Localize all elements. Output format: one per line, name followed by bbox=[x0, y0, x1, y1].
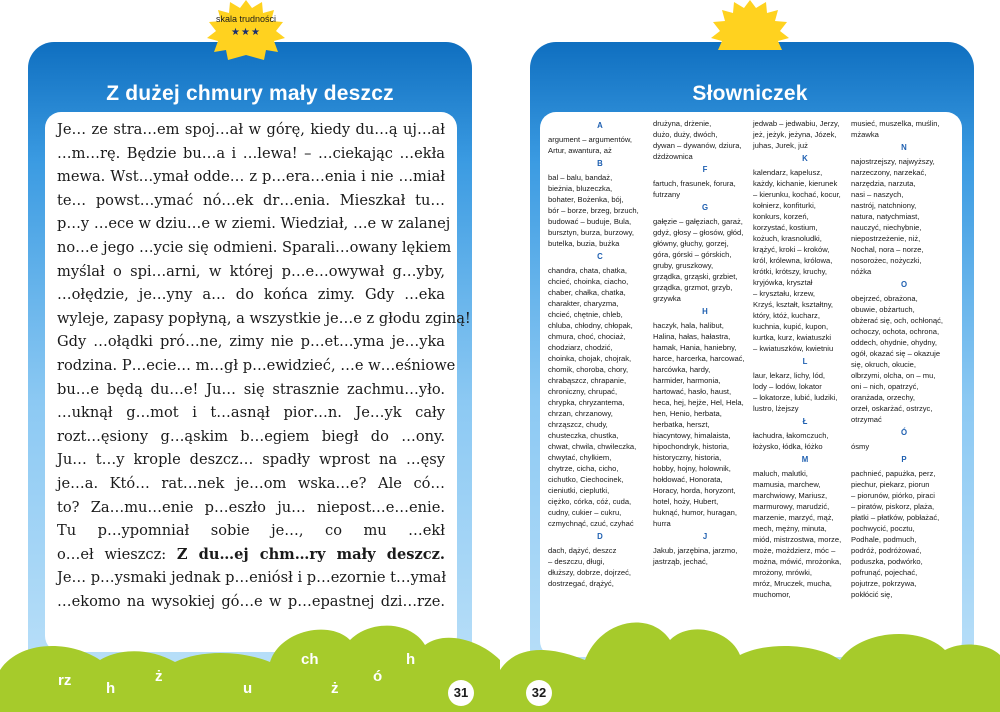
glossary-line: góra, górski – górskich, bbox=[653, 250, 732, 259]
glossary-line: huknąć, humor, huragan, bbox=[653, 508, 738, 517]
letter-z-dot: ż bbox=[155, 668, 163, 685]
glossary-line: narzeczony, narzekać, bbox=[851, 168, 927, 177]
glossary-column-2 bbox=[653, 118, 757, 567]
letter-rz: rz bbox=[58, 672, 72, 689]
glossary-line: chcieć, choinka, ciacho, bbox=[548, 277, 629, 286]
letter-heading: P bbox=[901, 455, 907, 464]
glossary-line: hobby, hojny, holownik, bbox=[653, 464, 731, 473]
glossary-line: hartować, hasło, haust, bbox=[653, 387, 732, 396]
glossary-line: obejrzeć, obrażona, bbox=[851, 294, 918, 303]
glossary-line: niepostrzeżenie, niż, bbox=[851, 234, 921, 243]
glossary-line: mech, mężny, minuta, bbox=[753, 524, 827, 533]
difficulty-stars: ★★★ bbox=[231, 27, 261, 38]
glossary-line: harmider, harmonia, bbox=[653, 376, 721, 385]
glossary-line: grządka, grzmot, grzyb, bbox=[653, 283, 733, 292]
glossary-line: hipochondryk, historia, bbox=[653, 442, 729, 451]
glossary-line: podróż, podróżować, bbox=[851, 546, 922, 555]
glossary-line: grzywka bbox=[653, 294, 681, 303]
letter-z-dot-2: ż bbox=[331, 680, 339, 697]
glossary-line: historyczny, historia, bbox=[653, 453, 722, 462]
letter-heading: D bbox=[597, 532, 603, 541]
glossary-line: chomik, choroba, chory, bbox=[548, 365, 629, 374]
glossary-line: pofrunąć, pojechać, bbox=[851, 568, 918, 577]
glossary-line: – deszczu, długi, bbox=[548, 557, 605, 566]
glossary-line: kalendarz, kapelusz, bbox=[753, 168, 823, 177]
glossary-line: kurtka, kurz, kwiatuszki bbox=[753, 333, 832, 342]
story-line: mewa. Wst…ymał odde… z p…era…enia i nie …miał bbox=[57, 168, 445, 186]
glossary-line: haczyk, hala, halibut, bbox=[653, 321, 724, 330]
glossary-line: drużyna, drżenie, bbox=[653, 119, 712, 128]
glossary-line: marmurowy, marudzić, bbox=[753, 502, 830, 511]
glossary-line: krótki, krótszy, kruchy, bbox=[753, 267, 827, 276]
glossary-line: mróz, Mruczek, mucha, bbox=[753, 579, 832, 588]
glossary-line: konkurs, korzeń, bbox=[753, 212, 809, 221]
glossary-line: chusteczka, chustka, bbox=[548, 431, 619, 440]
glossary-line: chrypka, chryzantema, bbox=[548, 398, 625, 407]
glossary-line: cichutko, Ciechocinek, bbox=[548, 475, 624, 484]
glossary-line: fartuch, frasunek, forura, bbox=[653, 179, 736, 188]
glossary-line: argument – argumentów, bbox=[548, 135, 633, 144]
glossary-column-4 bbox=[851, 118, 957, 600]
glossary-line: może, możdzierz, móc – bbox=[753, 546, 836, 555]
glossary-line: lustro, lżejszy bbox=[753, 404, 799, 413]
glossary-line: musieć, muszelka, muślin, bbox=[851, 119, 940, 128]
glossary-line: hiacyntowy, himalaista, bbox=[653, 431, 731, 440]
glossary-line: chrząszcz, chudy, bbox=[548, 420, 608, 429]
glossary-line: korzystać, kostium, bbox=[753, 223, 818, 232]
glossary-line: Krzyś, kształt, kształtny, bbox=[753, 300, 834, 309]
letter-heading: M bbox=[801, 455, 809, 464]
glossary-line: nastrój, natchniony, bbox=[851, 201, 917, 210]
glossary-line: hotel, hoży, Hubert, bbox=[653, 497, 719, 506]
glossary-line: marzenie, marzyć, mąż, bbox=[753, 513, 834, 522]
glossary-line: – piorunów, piórko, piraci bbox=[851, 491, 935, 500]
glossary-line: kryjówka, kryształ bbox=[753, 278, 813, 287]
glossary-line: bursztyn, burza, burzowy, bbox=[548, 228, 634, 237]
letter-h-2: h bbox=[406, 651, 416, 668]
glossary-line: obuwie, obżartuch, bbox=[851, 305, 915, 314]
glossary-line: ósmy bbox=[851, 442, 870, 451]
glossary-line: dach, dążyć, deszcz bbox=[548, 546, 617, 555]
glossary-line: orzeł, oskarżać, ostrzyc, bbox=[851, 404, 933, 413]
right-page bbox=[500, 0, 1000, 712]
glossary-line: Podhale, podmuch, bbox=[851, 535, 917, 544]
glossary-line: hołdować, Honorata, bbox=[653, 475, 723, 484]
glossary-line: chwytać, chylkiem, bbox=[548, 453, 612, 462]
glossary-line: gruby, gruszkowy, bbox=[653, 261, 714, 270]
story-line: …ołędzie, je…yny a… do końca zimy. Gdy …eka bbox=[57, 286, 445, 304]
glossary-line: najostrzejszy, najwyższy, bbox=[851, 157, 935, 166]
glossary-line: pojutrze, pokrzywa, bbox=[851, 579, 917, 588]
glossary-line: nosorożec, nożyczki, bbox=[851, 256, 922, 265]
letter-u: u bbox=[243, 680, 253, 697]
glossary-line: grządka, grząski, grzbiet, bbox=[653, 272, 738, 281]
glossary-line: chluba, chłodny, chłopak, bbox=[548, 321, 633, 330]
glossary-line: ochoczy, ochota, ochrona, bbox=[851, 327, 940, 336]
glossary-line: pachnieć, papużka, perz, bbox=[851, 469, 936, 478]
letter-heading: C bbox=[597, 252, 603, 261]
glossary-line: główny, głuchy, gorzej, bbox=[653, 239, 729, 248]
story-line: Tu p…ypomniał sobie je…, co mu …ekł bbox=[57, 522, 445, 540]
glossary-line: oddech, ohydnie, ohydny, bbox=[851, 338, 937, 347]
difficulty-label: skala trudności bbox=[215, 14, 277, 24]
glossary-line: chandra, chata, chatka, bbox=[548, 266, 627, 275]
page-number: 31 bbox=[448, 680, 474, 706]
glossary-line: kożuch, krasnoludki, bbox=[753, 234, 822, 243]
glossary-line: można, mówić, mrożonka, bbox=[753, 557, 842, 566]
sun-icon bbox=[710, 0, 790, 50]
glossary-line: hurra bbox=[653, 519, 671, 528]
glossary-line: laur, lekarz, lichy, lód, bbox=[753, 371, 826, 380]
letter-heading: G bbox=[701, 203, 709, 212]
glossary-line: łożysko, łódka, łóżko bbox=[753, 442, 823, 451]
story-line: bu…e będą du…e! Ju… się strasznie zachmu…yło. bbox=[57, 380, 445, 398]
story-line: to? Za…mu…enie p…eszło ju… niepost…e…enie. bbox=[57, 498, 445, 516]
story-line: te… powst…ymać nó…ek dr…enia. Mieszkał tu… bbox=[57, 191, 445, 209]
page-number: 32 bbox=[526, 680, 552, 706]
page-title: Słowniczek bbox=[692, 82, 808, 105]
glossary-line: nóżka bbox=[851, 267, 872, 276]
glossary-line: budować – buduje, Bula, bbox=[548, 217, 632, 226]
glossary-line: juhas, Jurek, już bbox=[753, 141, 808, 150]
glossary-line: płatki – płatków, pobłażać, bbox=[851, 513, 940, 522]
glossary-line: nasi – naszych, bbox=[851, 190, 904, 199]
glossary-line: narzędzia, narzuta, bbox=[851, 179, 916, 188]
letter-heading: Ó bbox=[900, 428, 908, 437]
glossary-line: dywan – dywanów, dziura, bbox=[653, 141, 742, 150]
grass-decoration bbox=[500, 600, 1000, 712]
story-line: rodzina. P…ecie… m…gł p…ewidzieć, …e w…eśniowe bbox=[57, 356, 456, 374]
letter-heading: Ł bbox=[802, 417, 808, 426]
glossary-line: heca, hej, hejże, Hel, Hela, bbox=[653, 398, 744, 407]
glossary-line: kołnierz, konfiturki, bbox=[753, 201, 816, 210]
story-line: o…eł wieszcz: Z du…ej chm…ry mały deszcz. bbox=[57, 545, 445, 563]
glossary-line: jedwab – jedwabiu, Jerzy, bbox=[753, 119, 840, 128]
glossary-line: dżdżownica bbox=[653, 152, 693, 161]
glossary-line: – kierunku, kochać, kocur, bbox=[753, 190, 841, 199]
story-text bbox=[57, 118, 471, 613]
glossary-line: choinka, chojak, chojrak, bbox=[548, 354, 632, 363]
letter-heading: A bbox=[597, 121, 603, 130]
glossary-line: butelka, buzia, bużka bbox=[548, 239, 620, 248]
glossary-line: oranżada, orzechy, bbox=[851, 393, 916, 402]
story-line: …ekomo na wysokiej gó…e w p…epastnej dzi…rze. bbox=[57, 592, 445, 610]
glossary-line: piechur, piekarz, piorun bbox=[851, 480, 930, 489]
glossary-line: muchomor, bbox=[753, 590, 791, 599]
glossary-line: harcówka, hardy, bbox=[653, 365, 711, 374]
glossary-line: każdy, kichanie, kierunek bbox=[753, 179, 838, 188]
glossary-line: oni – nich, opatrzyć, bbox=[851, 382, 919, 391]
glossary-line: jastrząb, jechać, bbox=[653, 557, 708, 566]
glossary-line: – kryształu, krzew, bbox=[753, 289, 816, 298]
glossary-line: chaber, chałka, chatka, bbox=[548, 288, 626, 297]
story-line: …uknął g…mot i t…asnął pior…n. Je…yk cały bbox=[57, 404, 445, 422]
glossary-line: pokłócić się, bbox=[851, 590, 893, 599]
story-line: …m…rę. Będzie bu…a i …lewa! – …ciekając …ekła bbox=[57, 144, 445, 162]
story-line: rozt…ęsiony g…ąskim b…egiem biegł do …ony. bbox=[57, 427, 445, 445]
story-line: p…y …ece w dziu…e w ziemi. Wiedział, …e w zalanej bbox=[57, 215, 451, 233]
glossary-line: łachudra, łakomczuch, bbox=[753, 431, 829, 440]
difficulty-badge bbox=[206, 0, 286, 60]
letter-heading: F bbox=[702, 165, 708, 174]
glossary-line: natura, natychmiast, bbox=[851, 212, 920, 221]
glossary-line: gdyż, głosy – głosów, głód, bbox=[653, 228, 744, 237]
glossary-line: chodziarz, chodzić, bbox=[548, 343, 613, 352]
letter-heading: K bbox=[802, 154, 808, 163]
glossary-line: mżawka bbox=[851, 130, 879, 139]
glossary-line: cieniutki, cieplutki, bbox=[548, 486, 610, 495]
glossary-line: – piratów, piskorz, plaża, bbox=[851, 502, 935, 511]
glossary-line: Horacy, horda, horyzont, bbox=[653, 486, 736, 495]
glossary-line: – kwiatuszków, kwietniu bbox=[753, 344, 834, 353]
glossary-line: król, królewna, królowa, bbox=[753, 256, 833, 265]
glossary-line: chcieć, chętnie, chleb, bbox=[548, 310, 623, 319]
glossary-line: chwat, chwila, chwileczka, bbox=[548, 442, 637, 451]
letter-h: h bbox=[106, 680, 116, 697]
glossary-line: Nochal, nora – norze, bbox=[851, 245, 924, 254]
letter-heading: O bbox=[900, 280, 908, 289]
letter-ch: ch bbox=[301, 651, 319, 668]
glossary-line: dłuższy, dobrze, dojrzeć, bbox=[548, 568, 632, 577]
story-line: no…e jego …ycie się odmieni. Sparali…owany lękiem bbox=[57, 238, 452, 256]
glossary-line: hamak, Hania, haniebny, bbox=[653, 343, 737, 352]
glossary-line: który, któż, kucharz, bbox=[753, 311, 820, 320]
glossary-line: jeż, jeżyk, jeżyna, Józek, bbox=[753, 130, 837, 139]
page-title: Z dużej chmury mały deszcz bbox=[106, 82, 394, 105]
letter-heading: H bbox=[702, 307, 708, 316]
glossary-line: chytrze, cicha, cicho, bbox=[548, 464, 619, 473]
glossary-line: charakter, charyzma, bbox=[548, 299, 619, 308]
story-line: wyleje, zapasy popłyną, a wszystkie je…e z głodu zginą! bbox=[57, 309, 471, 327]
glossary-line: Artur, awantura, aż bbox=[548, 146, 612, 155]
glossary-line: futrzany bbox=[653, 190, 681, 199]
glossary-line: bór – borze, brzeg, brzuch, bbox=[548, 206, 639, 215]
glossary-line: pochwycić, pocztu, bbox=[851, 524, 915, 533]
glossary-line: hen, Henio, herbata, bbox=[653, 409, 722, 418]
glossary-line: chrabąszcz, chrapanie, bbox=[548, 376, 627, 385]
glossary-line: herbatka, herszt, bbox=[653, 420, 710, 429]
letter-heading: N bbox=[901, 143, 907, 152]
glossary-line: olbrzymi, olcha, on – mu, bbox=[851, 371, 936, 380]
glossary-line: chroniczny, chrupać, bbox=[548, 387, 618, 396]
story-line: Je… ze stra…em spoj…ał w górę, kiedy du…ą uj…ał bbox=[57, 121, 445, 138]
glossary-line: bal – balu, bandaż, bbox=[548, 173, 613, 182]
glossary-line: poduszka, podwórko, bbox=[851, 557, 923, 566]
glossary-line: krążyć, kroki – kroków, bbox=[753, 245, 830, 254]
letter-heading: B bbox=[597, 159, 603, 168]
glossary-line: maluch, malutki, bbox=[753, 469, 808, 478]
glossary-line: mrożony, mrówki, bbox=[753, 568, 812, 577]
glossary-line: się, okruch, okucie, bbox=[851, 360, 916, 369]
letter-heading: J bbox=[702, 532, 708, 541]
glossary-line: obżerać się, och, ochłonąć, bbox=[851, 316, 944, 325]
bold-phrase: Z du…ej chm…ry mały deszcz. bbox=[176, 545, 445, 563]
glossary-line: miód, mistrzostwa, morze, bbox=[753, 535, 842, 544]
glossary-line: bieżnia, bluzeczka, bbox=[548, 184, 613, 193]
glossary-line: otrzymać bbox=[851, 415, 882, 424]
glossary-line: Jakub, jarzębina, jarzmo, bbox=[653, 546, 738, 555]
glossary-line: cudny, cukier – cukru, bbox=[548, 508, 622, 517]
glossary-line: lody – lodów, lokator bbox=[753, 382, 822, 391]
letter-o-acute: ó bbox=[373, 668, 383, 685]
letter-heading: L bbox=[802, 357, 808, 366]
glossary-line: Halina, hałas, hałastra, bbox=[653, 332, 731, 341]
glossary-line: chrzan, chrzanowy, bbox=[548, 409, 613, 418]
story-line: Je… p…ysmaki jednak p…eniósł i p…ezornie t…ymał bbox=[57, 569, 447, 587]
glossary-line: harce, harcerka, harcować, bbox=[653, 354, 745, 363]
glossary-line: marchwiowy, Mariusz, bbox=[753, 491, 828, 500]
glossary-line: ogół, okazać się – okazuje bbox=[851, 349, 941, 358]
story-line: Ju… t…y krople deszcz… spadły wprost na …ęsy bbox=[57, 451, 445, 469]
glossary-line: chmura, choć, chociaż, bbox=[548, 332, 626, 341]
glossary-line: – lokatorze, lubić, ludziki, bbox=[753, 393, 838, 402]
glossary-line: nauczyć, niechybnie, bbox=[851, 223, 922, 232]
glossary-line: ciężko, córka, cóż, cuda, bbox=[548, 497, 632, 506]
glossary-column-3 bbox=[753, 118, 857, 600]
glossary-line: kuchnia, kupić, kupon, bbox=[753, 322, 829, 331]
glossary-column-1 bbox=[548, 118, 652, 589]
glossary-line: mamusia, marchew, bbox=[753, 480, 821, 489]
glossary-line: dużo, duży, dwóch, bbox=[653, 130, 718, 139]
story-line: myślał o spi…arni, w której p…e…owywał g…yby, bbox=[57, 262, 445, 280]
story-line: je…a. Któ… rat…nek je…om wska…e? Ale có… bbox=[57, 474, 445, 492]
glossary-line: gałęzie – gałęziach, garaż, bbox=[653, 217, 743, 226]
story-line: Gdy …ołądki pró…ne, zimy nie p…et…yma je…yka bbox=[57, 333, 445, 351]
glossary-line: czmychnąć, czuć, czyhać bbox=[548, 519, 634, 528]
glossary-line: dostrzegać, drążyć, bbox=[548, 579, 614, 588]
glossary-line: bohater, Bożenka, bój, bbox=[548, 195, 624, 204]
